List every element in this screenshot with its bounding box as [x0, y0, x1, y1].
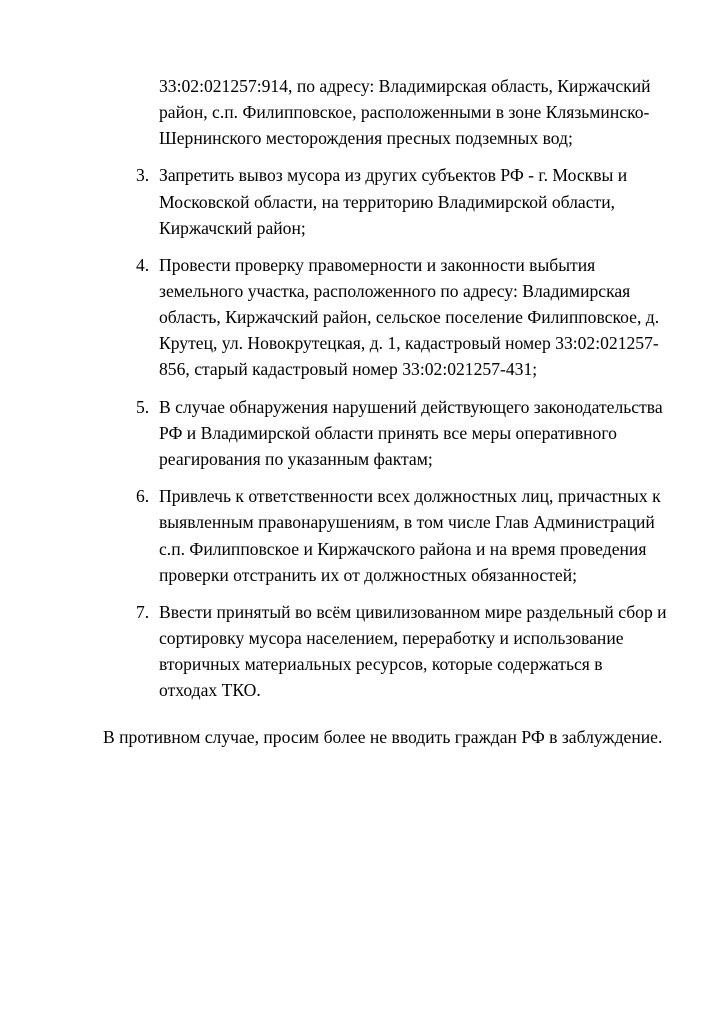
text-line: с.п. Филипповское и Киржачского района и на время проведения: [159, 539, 647, 559]
text-line: вторичных материальных ресурсов, которые содержаться в: [159, 654, 603, 674]
text-line: Провести проверку правомерности и законности выбытия: [159, 255, 596, 275]
text-line: Ввести принятый во всём цивилизованном мире раздельный сбор и: [159, 602, 667, 622]
item-number: 5.: [136, 397, 150, 417]
text-line: район, с.п. Филипповское, расположенными в зоне Клязьминско-: [159, 102, 650, 122]
item-number: 4.: [136, 255, 150, 275]
text-line: отходах ТКО.: [159, 680, 261, 700]
text-line: РФ и Владимирской области принять все меры оперативного: [159, 423, 617, 443]
text-line: Московской области, на территорию Владимирской области,: [159, 192, 616, 212]
item-number: 6.: [136, 486, 150, 506]
text-line: земельного участка, расположенного по адресу: Владимирская: [159, 281, 631, 301]
item-number: 3.: [136, 165, 150, 185]
text-line: реагирования по указанным фактам;: [159, 449, 433, 469]
text-line: 856, старый кадастровый номер 33:02:021257-431;: [159, 359, 538, 379]
text-line: Крутец, ул. Новокрутецкая, д. 1, кадастровый номер 33:02:021257-: [159, 333, 659, 353]
text-line: В случае обнаружения нарушений действующего законодательства: [159, 397, 663, 417]
text-line: Привлечь к ответственности всех должностных лиц, причастных к: [159, 486, 661, 506]
text-line: проверки отстранить их от должностных обязанностей;: [159, 565, 578, 585]
text-line: сортировку мусора населением, переработку и использование: [159, 628, 624, 648]
text-line: Запретить вывоз мусора из других субъектов РФ - г. Москвы и: [159, 165, 628, 185]
item-number: 7.: [136, 602, 150, 622]
text-line: Шернинского месторождения пресных подземных вод;: [159, 128, 573, 148]
text-line: 33:02:021257:914, по адресу: Владимирская область, Киржачский: [159, 76, 651, 96]
text-line: область, Киржачский район, сельское поселение Филипповское, д.: [159, 307, 660, 327]
closing-sentence: В противном случае, просим более не вводить граждан РФ в заблуждение.: [103, 727, 663, 747]
text-line: выявленным правонарушениям, в том числе Глав Администраций: [159, 512, 655, 532]
text-line: Киржачский район;: [159, 218, 306, 238]
